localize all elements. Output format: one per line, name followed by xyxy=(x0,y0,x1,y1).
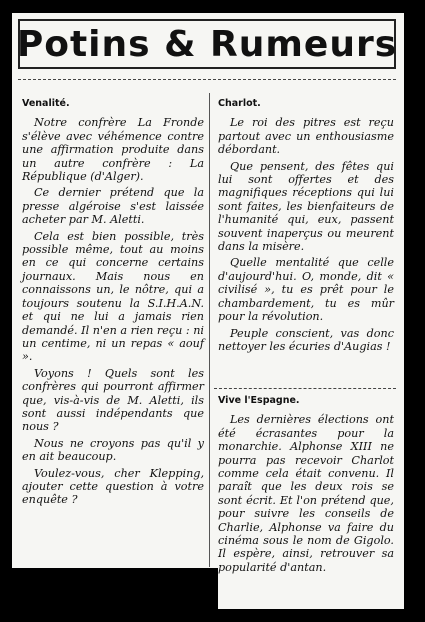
article-vive-espagne xyxy=(218,394,394,577)
paragraph: Cela est bien possible, très possible même, tout au moins en ce qui concerne certains journaux. Mais nous en connaissons un, le nôtre, qui a toujours soutenu la S.I.H.A.N. et qui ne lui a jamais rien demandé. Il n'en a rien reçu : ni un centime, ni un repas « aouf ». xyxy=(22,229,205,364)
paragraph: Voyons ! Quels sont les confrères qui pourront affirmer que, vis-à-vis de M. Aletti, ils sont aussi indépendants que nous ? xyxy=(22,366,204,434)
paragraph: Le roi des pitres est reçu partout avec un enthousiasme débordant. xyxy=(218,116,394,157)
section-heading: Vive l'Espagne. xyxy=(218,395,300,406)
top-dashed-rule xyxy=(18,79,396,80)
masthead-title: Potins & Rumeurs xyxy=(16,23,398,65)
article-venalite xyxy=(22,97,204,510)
paragraph: Nous ne croyons pas qu'il y en ait beaucoup. xyxy=(22,436,204,464)
masthead xyxy=(18,19,396,69)
section-heading: Venalité. xyxy=(22,98,70,109)
paragraph: Les dernières élections ont été écrasantes pour la monarchie. Alphonse XIII ne pourra pas recevoir Charlot comme cela était convenu. Il paraît que les deux rois se sont écrit. Et l'on prétend que, pour suivre les conseils de Charlie, Alphonse va faire du cinéma sous le nom de Gigolo. Il espère, ainsi, retrouver sa popularité d'antan. xyxy=(218,413,394,574)
paragraph: Quelle mentalité que celle d'aujourd'hui. O, monde, dit « civilisé », tu es prêt pour le chambardement, tu es mûr pour la révolution. xyxy=(218,256,394,324)
column-divider xyxy=(209,93,210,567)
scan-border-notch xyxy=(12,568,218,609)
newspaper-page xyxy=(12,13,404,609)
section-heading: Charlot. xyxy=(218,98,261,109)
paragraph: Notre confrère La Fronde s'élève avec véhémence contre une affirmation produite dans un autre confrère : La République (d'Alger). xyxy=(22,116,204,184)
paragraph: Ce dernier prétend que la presse algéroise s'est laissée acheter par M. Aletti. xyxy=(22,186,204,227)
paragraph: Peuple conscient, vas donc nettoyer les écuries d'Augias ! xyxy=(218,326,394,353)
paragraph: Que pensent, des fêtes qui lui sont offertes et des magnifiques réceptions qui lui sont faites, les bienfaiteurs de l'humanité qui, eux, passent souvent inaperçus ou meurent dans la misère. xyxy=(218,159,394,254)
section-dashed-rule xyxy=(214,388,396,389)
paragraph: Voulez-vous, cher Klepping, ajouter cette question à votre enquête ? xyxy=(22,466,204,507)
article-charlot xyxy=(218,97,394,356)
